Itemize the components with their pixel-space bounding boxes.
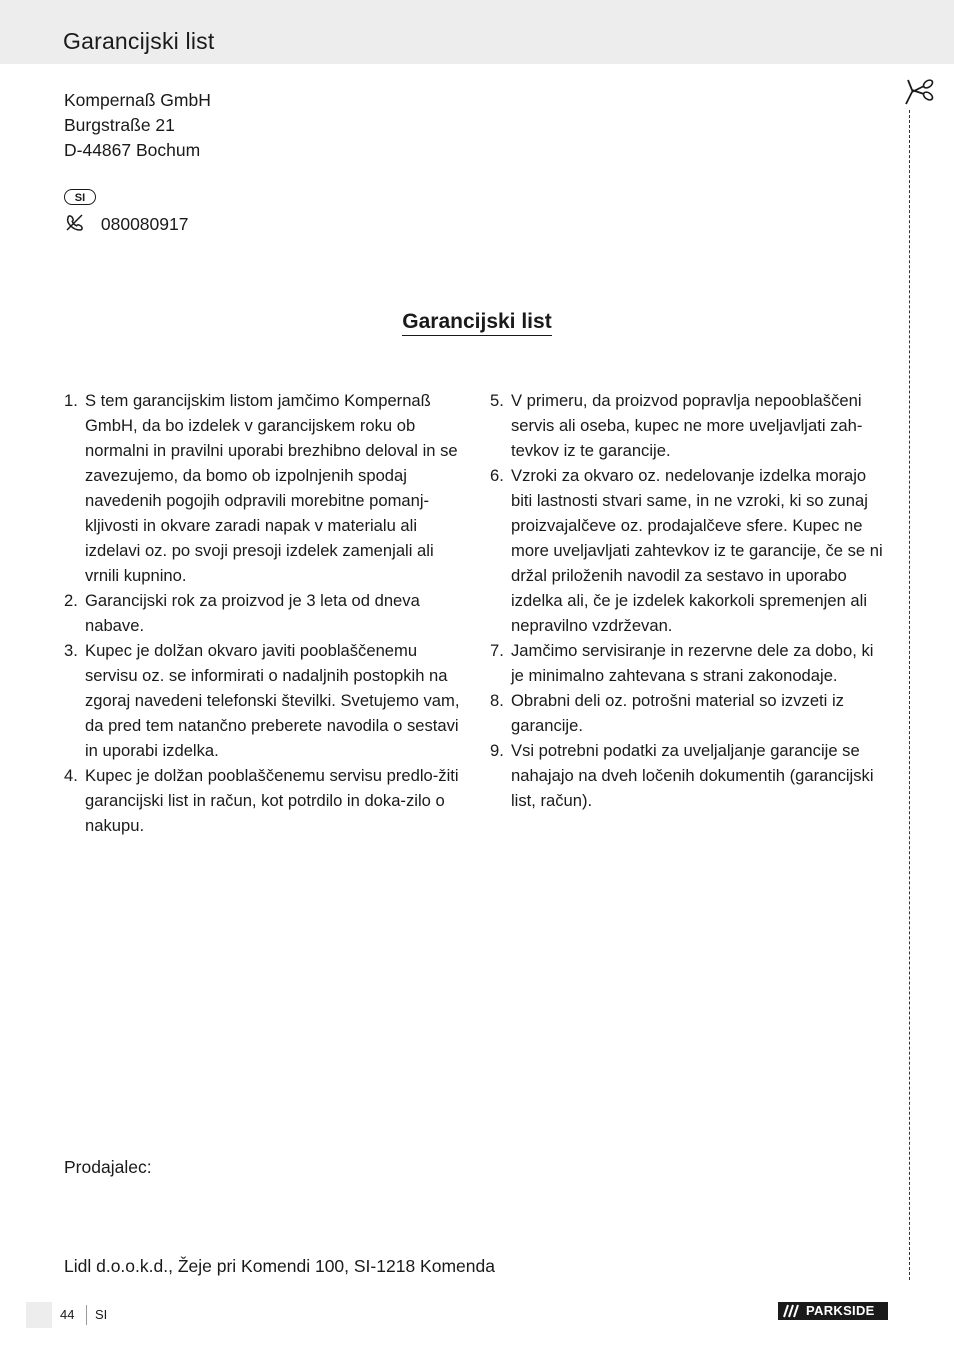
country-badge: SI	[64, 189, 96, 205]
footer-tab	[26, 1302, 52, 1328]
page-language: SI	[95, 1307, 108, 1322]
document-title-text: Garancijski list	[402, 310, 551, 336]
item-text: Vzroki za okvaro oz. nedelovanje izdelka morajo biti lastnosti stvari same, in ne vzroki, ki so zunaj proizvajalčeve oz. prodajalčeve sfere. Kupec ne more uveljavljati zahtevkov iz te garancije, če se ni držal priloženih navodil za sestavo in uporabo izdelka ali, če je izdelek kakorkoli spremenjen ali nepravilno vzdrževan.	[511, 466, 883, 635]
item-text: Jamčimo servisiranje in rezervne dele za dobo, ki je minimalno zahtevana s strani zakonodaje.	[511, 641, 874, 685]
item-number: 2.	[64, 591, 78, 610]
phone-number: 080080917	[100, 214, 189, 235]
item-text: Obrabni deli oz. potrošni material so izvzeti iz garancije.	[511, 691, 844, 735]
list-item	[64, 588, 468, 638]
item-text: Kupec je dolžan okvaro javiti pooblaščenemu servisu oz. se informirati o nadaljnih postopkih na zgoraj navedeni telefonski številki. Svetujemo vam, da pred tem natančno preberete navodila o sestavi in uporabi izdelka.	[85, 641, 460, 760]
list-item	[490, 388, 890, 463]
distributor-address: Lidl d.o.o.k.d., Žeje pri Komendi 100, SI-1218 Komenda	[64, 1256, 495, 1276]
brand-name: PARKSIDE	[806, 1303, 875, 1318]
manufacturer-address	[64, 88, 211, 163]
cut-line	[909, 110, 910, 1280]
item-number: 5.	[490, 391, 504, 410]
item-number: 9.	[490, 741, 504, 760]
scissors-icon	[898, 76, 938, 116]
item-text: V primeru, da proizvod popravlja nepooblaščeni servis ali oseba, kupec ne more uveljavljati zah-tevkov iz te garancije.	[511, 391, 863, 460]
list-item	[490, 738, 890, 813]
list-item	[490, 638, 890, 688]
list-item	[64, 638, 468, 763]
header-band	[0, 0, 954, 64]
seller-label: Prodajalec:	[64, 1157, 152, 1177]
list-item	[64, 388, 468, 588]
brand-logo	[778, 1302, 888, 1320]
terms-list-right	[490, 388, 890, 813]
brand-slashes-icon	[782, 1302, 802, 1320]
item-number: 7.	[490, 641, 504, 660]
phone-row	[64, 212, 188, 237]
item-number: 8.	[490, 691, 504, 710]
item-text: Kupec je dolžan pooblaščenemu servisu predlo-žiti garancijski list in račun, kot potrdilo in doka-zilo o nakupu.	[85, 766, 459, 835]
document-title	[0, 310, 954, 334]
footer-divider	[86, 1305, 87, 1325]
item-text: Vsi potrebni podatki za uveljaljanje garancije se nahajajo na dveh ločenih dokumentih (garancijski list, račun).	[511, 741, 874, 810]
address-line-street: Burgstraße 21	[64, 115, 175, 135]
item-text: S tem garancijskim listom jamčimo Kompernaß GmbH, da bo izdelek v garancijskem roku ob normalni in pravilni uporabi brezhibno deloval in se zavezujemo, da bomo ob izpolnjenih spodaj navedenih pogojih odpravili morebitne pomanj-kljivosti in okvare zaradi napak v materialu ali izdelavi oz. po svoji presoji izdelek zamenjali ali vrnili kupnino.	[85, 391, 458, 585]
item-number: 1.	[64, 391, 78, 410]
list-item	[64, 763, 468, 838]
list-item	[490, 688, 890, 738]
phone-icon	[64, 212, 88, 239]
terms-list-left	[64, 388, 468, 838]
page-number: 44	[60, 1307, 75, 1322]
address-line-company: Kompernaß GmbH	[64, 90, 211, 110]
list-item	[490, 463, 890, 638]
item-number: 4.	[64, 766, 78, 785]
address-line-city: D-44867 Bochum	[64, 140, 201, 160]
item-number: 3.	[64, 641, 78, 660]
page-header-title: Garancijski list	[63, 28, 215, 54]
item-number: 6.	[490, 466, 504, 485]
item-text: Garancijski rok za proizvod je 3 leta od dneva nabave.	[85, 591, 420, 635]
